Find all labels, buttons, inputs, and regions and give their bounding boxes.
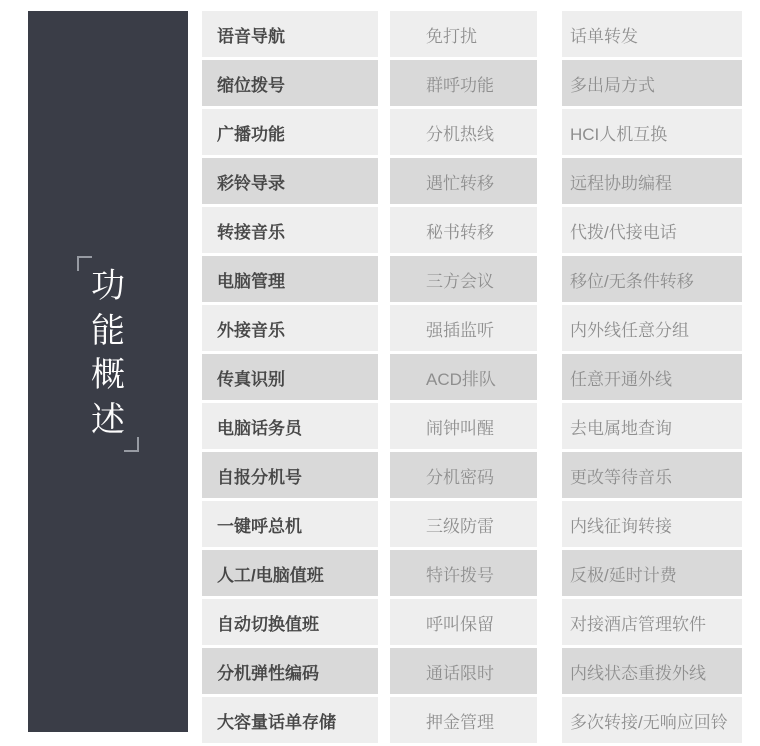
feature-cell: 分机密码 [390,452,537,498]
feature-cell: 更改等待音乐 [562,452,742,498]
feature-cell: 强插监听 [390,305,537,351]
feature-cell: 远程协助编程 [562,158,742,204]
feature-cell: 特许拨号 [390,550,537,596]
sidebar [28,11,188,732]
feature-cell: 反极/延时计费 [562,550,742,596]
table-row [202,207,742,253]
table-row [202,599,742,645]
feature-cell: 呼叫保留 [390,599,537,645]
feature-cell: 缩位拨号 [202,60,378,106]
feature-cell: HCI人机互换 [562,109,742,155]
feature-cell: 话单转发 [562,11,742,57]
feature-cell: 多出局方式 [562,60,742,106]
feature-cell: 分机弹性编码 [202,648,378,694]
feature-cell: 对接酒店管理软件 [562,599,742,645]
table-row [202,452,742,498]
table-row [202,11,742,57]
feature-cell: 移位/无条件转移 [562,256,742,302]
feature-cell: 去电属地查询 [562,403,742,449]
table-row [202,403,742,449]
table-row [202,158,742,204]
feature-cell: 多次转接/无响应回铃 [562,697,742,743]
table-row [202,354,742,400]
table-row [202,501,742,547]
title-char: 功 [91,267,125,305]
table-row [202,648,742,694]
feature-table [202,11,742,746]
feature-cell: 群呼功能 [390,60,537,106]
table-row [202,697,742,743]
feature-cell: 一键呼总机 [202,501,378,547]
feature-cell: 内外线任意分组 [562,305,742,351]
feature-cell: 传真识别 [202,354,378,400]
feature-cell: 语音导航 [202,11,378,57]
feature-cell: 大容量话单存储 [202,697,378,743]
table-row [202,550,742,596]
feature-cell: 自动切换值班 [202,599,378,645]
feature-cell: 免打扰 [390,11,537,57]
feature-cell: 闹钟叫醒 [390,403,537,449]
feature-cell: 三级防雷 [390,501,537,547]
feature-cell: 转接音乐 [202,207,378,253]
feature-cell: 任意开通外线 [562,354,742,400]
feature-cell: 代拨/代接电话 [562,207,742,253]
feature-cell: 内线征询转接 [562,501,742,547]
feature-cell: 电脑话务员 [202,403,378,449]
feature-cell: ACD排队 [390,354,537,400]
vertical-title [77,256,139,452]
feature-cell: 外接音乐 [202,305,378,351]
feature-cell: 彩铃导录 [202,158,378,204]
table-row [202,60,742,106]
feature-cell: 广播功能 [202,109,378,155]
table-row [202,109,742,155]
feature-cell: 内线状态重拨外线 [562,648,742,694]
feature-cell: 遇忙转移 [390,158,537,204]
title-char: 概 [91,356,125,395]
feature-cell: 秘书转移 [390,207,537,253]
table-row [202,305,742,351]
feature-cell: 通话限时 [390,648,537,694]
feature-cell: 自报分机号 [202,452,378,498]
table-row [202,256,742,302]
title-char: 能 [91,311,125,350]
corner-bracket-top-left-icon [77,256,92,271]
corner-bracket-bottom-right-icon [124,437,139,452]
feature-cell: 押金管理 [390,697,537,743]
feature-cell: 三方会议 [390,256,537,302]
feature-cell: 分机热线 [390,109,537,155]
feature-cell: 电脑管理 [202,256,378,302]
title-char: 述 [91,401,125,440]
feature-cell: 人工/电脑值班 [202,550,378,596]
